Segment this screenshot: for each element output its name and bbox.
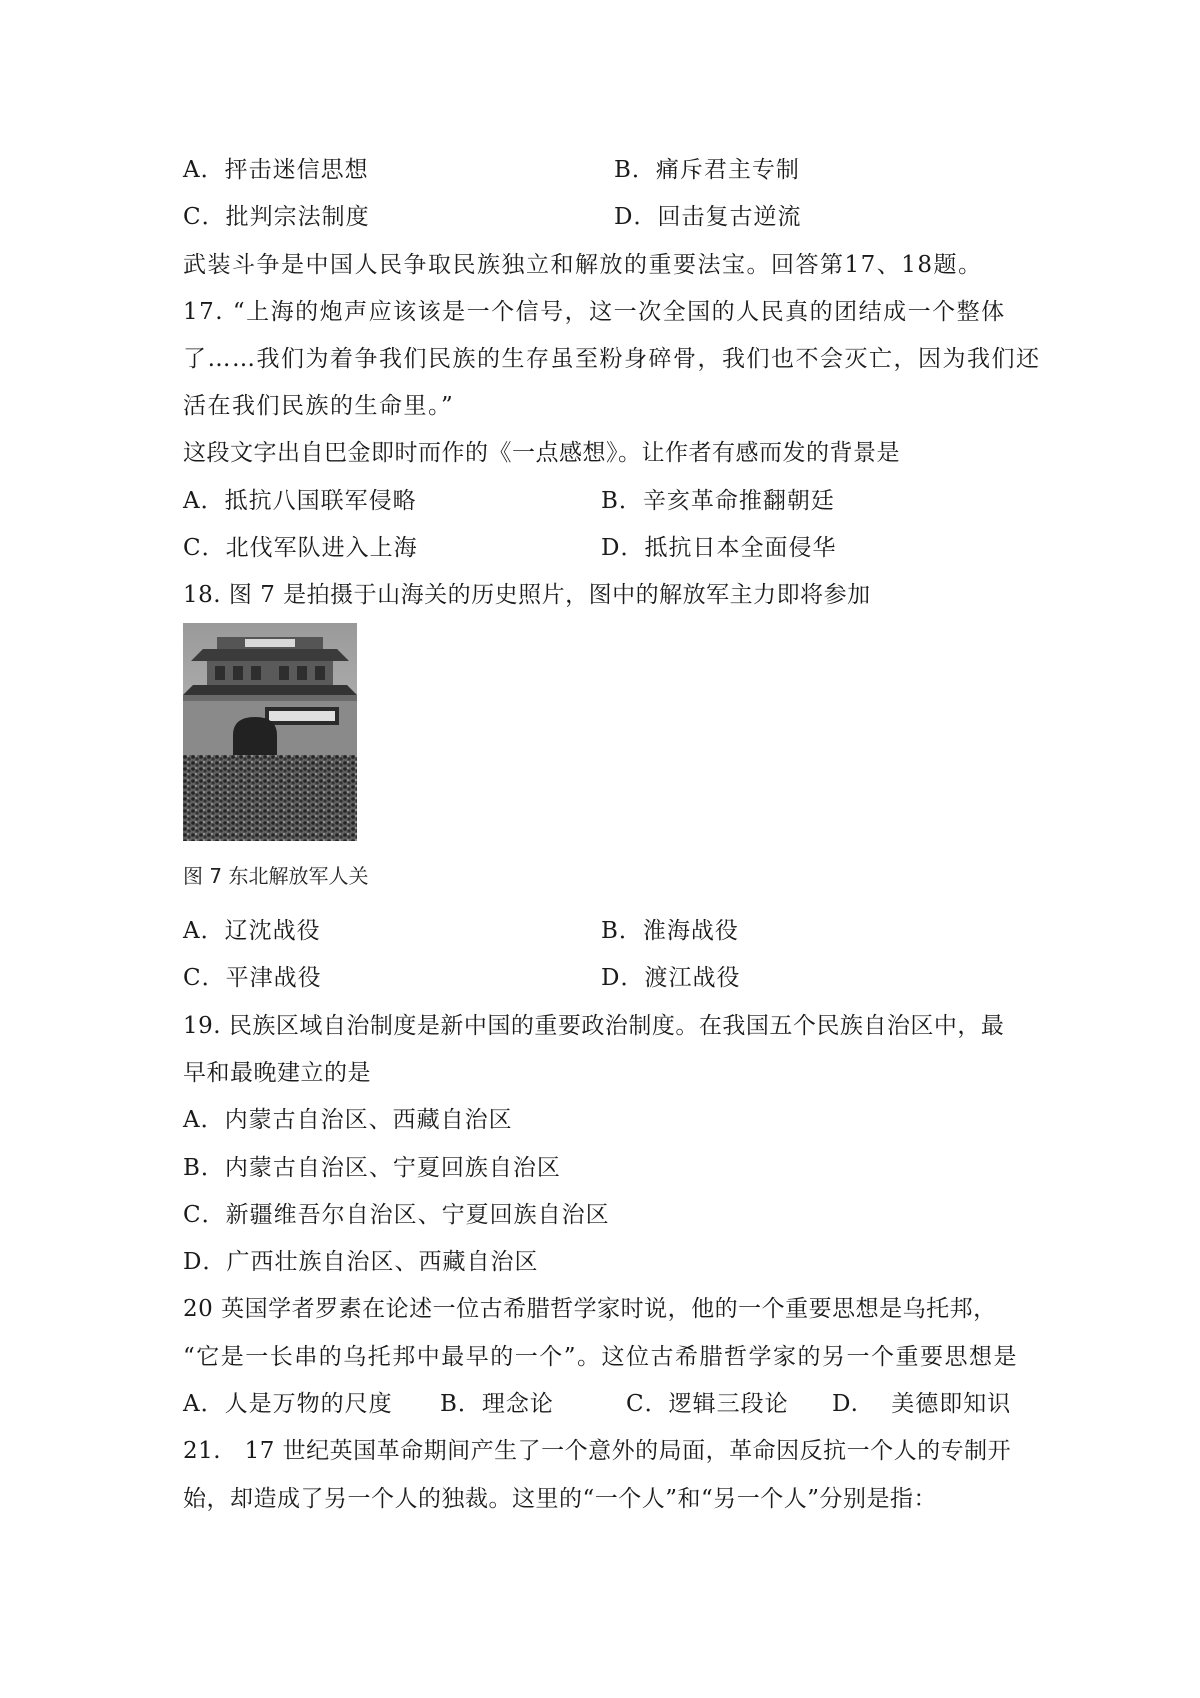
q17-quote-line2: 了……我们为着争我们民族的生存虽至粉身碎骨，我们也不会灭亡，因为我们还	[183, 346, 1041, 372]
q17-option-b: B．辛亥革命推翻朝廷	[601, 488, 835, 514]
q20-option-d: D. 美德即知识	[832, 1391, 1012, 1417]
q20-stem-line1: 20 英国学者罗素在论述一位古希腊哲学家时说，他的一个重要思想是乌托邦，	[183, 1296, 997, 1322]
q20-option-b: B．理念论	[440, 1391, 554, 1417]
section-intro: 武装斗争是中国人民争取民族独立和解放的重要法宝。回答第17、18题。	[183, 252, 983, 278]
q16-option-b: B．痛斥君主专制	[614, 157, 800, 183]
q17-option-a: A．抵抗八国联军侵略	[183, 488, 417, 514]
q19-option-c: C．新疆维吾尔自治区、宁夏回族自治区	[183, 1202, 610, 1228]
q19-stem-line1: 19. 民族区域自治制度是新中国的重要政治制度。在我国五个民族自治区中，最	[183, 1013, 1005, 1039]
q18-option-d: D．渡江战役	[601, 965, 741, 991]
q18-option-a: A．辽沈战役	[183, 918, 321, 944]
q20-option-a: A．人是万物的尺度	[183, 1391, 393, 1417]
q21-stem-line2: 始，却造成了另一个人的独裁。这里的“一个人”和“另一个人”分别是指：	[183, 1486, 938, 1512]
q17-option-c: C．北伐军队进入上海	[183, 535, 418, 561]
q19-option-d: D．广西壮族自治区、西藏自治区	[183, 1249, 539, 1275]
q19-stem-line2: 早和最晚建立的是	[183, 1060, 371, 1086]
q16-option-a: A．抨击迷信思想	[183, 157, 369, 183]
q19-option-b: B．内蒙古自治区、宁夏回族自治区	[183, 1155, 561, 1181]
q19-option-a: A．内蒙古自治区、西藏自治区	[183, 1107, 513, 1133]
q17-quote-line3: 活在我们民族的生命里。”	[183, 393, 455, 419]
q16-option-c: C．批判宗法制度	[183, 204, 370, 230]
q21-stem-line1: 21. 17 世纪英国革命期间产生了一个意外的局面，革命因反抗一个人的专制开	[183, 1438, 1012, 1464]
figure-caption: 图 7 东北解放军人关	[183, 864, 369, 888]
q20-stem-line2: “它是一长串的乌托邦中最早的一个”。这位古希腊哲学家的另一个重要思想是	[183, 1344, 1019, 1370]
q16-option-d: D．回击复古逆流	[614, 204, 802, 230]
q17-quote-line1: 17. “上海的炮声应该该是一个信号，这一次全国的人民真的团结成一个整体	[183, 299, 1006, 325]
q18-stem: 18. 图 7 是拍摄于山海关的历史照片，图中的解放军主力即将参加	[183, 582, 871, 608]
q17-option-d: D．抵抗日本全面侵华	[601, 535, 837, 561]
q18-option-c: C．平津战役	[183, 965, 322, 991]
q17-stem: 这段文字出自巴金即时而作的《一点感想》。让作者有感而发的背景是	[183, 440, 900, 466]
q20-option-c: C．逻辑三段论	[626, 1391, 789, 1417]
q18-option-b: B．淮海战役	[601, 918, 739, 944]
shanhaiguan-photo	[183, 623, 357, 841]
